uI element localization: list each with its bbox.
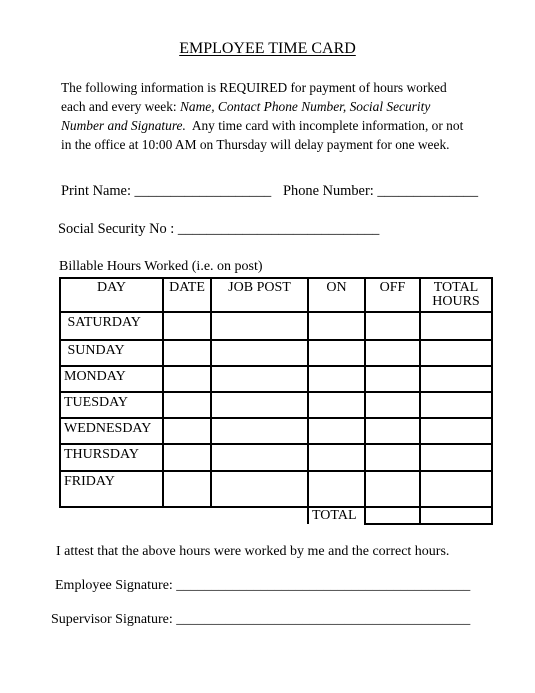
table-row [60, 418, 492, 444]
off-input[interactable] [365, 392, 420, 418]
on-input[interactable] [308, 366, 365, 392]
total-hours-sum-input[interactable] [420, 507, 492, 524]
off-input[interactable] [365, 340, 420, 366]
ssn-field[interactable]: Social Security No : ____________________________ [58, 221, 380, 237]
total-hours-input[interactable] [420, 312, 492, 340]
off-input[interactable] [365, 444, 420, 471]
on-input[interactable] [308, 444, 365, 471]
intro-line-2: each and every week: Name, Contact Phone Number, Social Security [61, 99, 431, 114]
total-hours-input[interactable] [420, 471, 492, 507]
total-hours-input[interactable] [420, 418, 492, 444]
total-hours-input[interactable] [420, 366, 492, 392]
job-post-input[interactable] [211, 366, 308, 392]
header-total-hours: TOTAL HOURS [420, 278, 492, 312]
day-cell: THURSDAY [60, 444, 163, 471]
table-row [60, 444, 492, 471]
job-post-input[interactable] [211, 340, 308, 366]
header-day: DAY [60, 278, 163, 312]
job-post-input[interactable] [211, 392, 308, 418]
on-input[interactable] [308, 471, 365, 507]
job-post-input[interactable] [211, 471, 308, 507]
date-input[interactable] [163, 444, 211, 471]
supervisor-signature-field[interactable]: Supervisor Signature: __________________________________________ [51, 612, 471, 627]
date-input[interactable] [163, 340, 211, 366]
off-input[interactable] [365, 312, 420, 340]
job-post-input[interactable] [211, 444, 308, 471]
billable-hours-label: Billable Hours Worked (i.e. on post) [59, 259, 263, 274]
date-input[interactable] [163, 312, 211, 340]
date-input[interactable] [163, 418, 211, 444]
job-post-input[interactable] [211, 418, 308, 444]
table-row [60, 340, 492, 366]
day-cell: MONDAY [60, 366, 163, 392]
date-input[interactable] [163, 366, 211, 392]
employee-signature-field[interactable]: Employee Signature: __________________________________________ [55, 578, 471, 593]
total-label: TOTAL [308, 507, 365, 524]
job-post-input[interactable] [211, 312, 308, 340]
on-input[interactable] [308, 418, 365, 444]
total-hours-input[interactable] [420, 392, 492, 418]
total-row [60, 507, 492, 524]
table-row [60, 312, 492, 340]
table-row [60, 366, 492, 392]
day-cell: TUESDAY [60, 392, 163, 418]
intro-line-3: Number and Signature. Any time card with incomplete information, or not [61, 118, 464, 133]
print-name-field[interactable]: Print Name: ___________________ [61, 183, 272, 199]
phone-number-field[interactable]: Phone Number: ______________ [283, 183, 479, 199]
off-input[interactable] [365, 366, 420, 392]
on-input[interactable] [308, 312, 365, 340]
total-hours-input[interactable] [420, 444, 492, 471]
total-hours-input[interactable] [420, 340, 492, 366]
table-row [60, 392, 492, 418]
on-input[interactable] [308, 392, 365, 418]
date-input[interactable] [163, 392, 211, 418]
off-input[interactable] [365, 471, 420, 507]
day-cell: SATURDAY [60, 312, 163, 340]
header-job-post: JOB POST [211, 278, 308, 312]
header-date: DATE [163, 278, 211, 312]
page-title: EMPLOYEE TIME CARD [179, 40, 356, 57]
table-header-row [60, 278, 492, 312]
day-cell: SUNDAY [60, 340, 163, 366]
header-on: ON [308, 278, 365, 312]
intro-line-4: in the office at 10:00 AM on Thursday will delay payment for one week. [61, 137, 450, 152]
off-input[interactable] [365, 418, 420, 444]
total-off-input[interactable] [365, 507, 420, 524]
header-off: OFF [365, 278, 420, 312]
day-cell: WEDNESDAY [60, 418, 163, 444]
on-input[interactable] [308, 340, 365, 366]
attestation-text: I attest that the above hours were worked by me and the correct hours. [56, 544, 450, 559]
time-card-table [59, 277, 493, 525]
date-input[interactable] [163, 471, 211, 507]
table-row [60, 471, 492, 507]
day-cell: FRIDAY [60, 471, 163, 507]
intro-line-1: The following information is REQUIRED for payment of hours worked [61, 80, 447, 95]
